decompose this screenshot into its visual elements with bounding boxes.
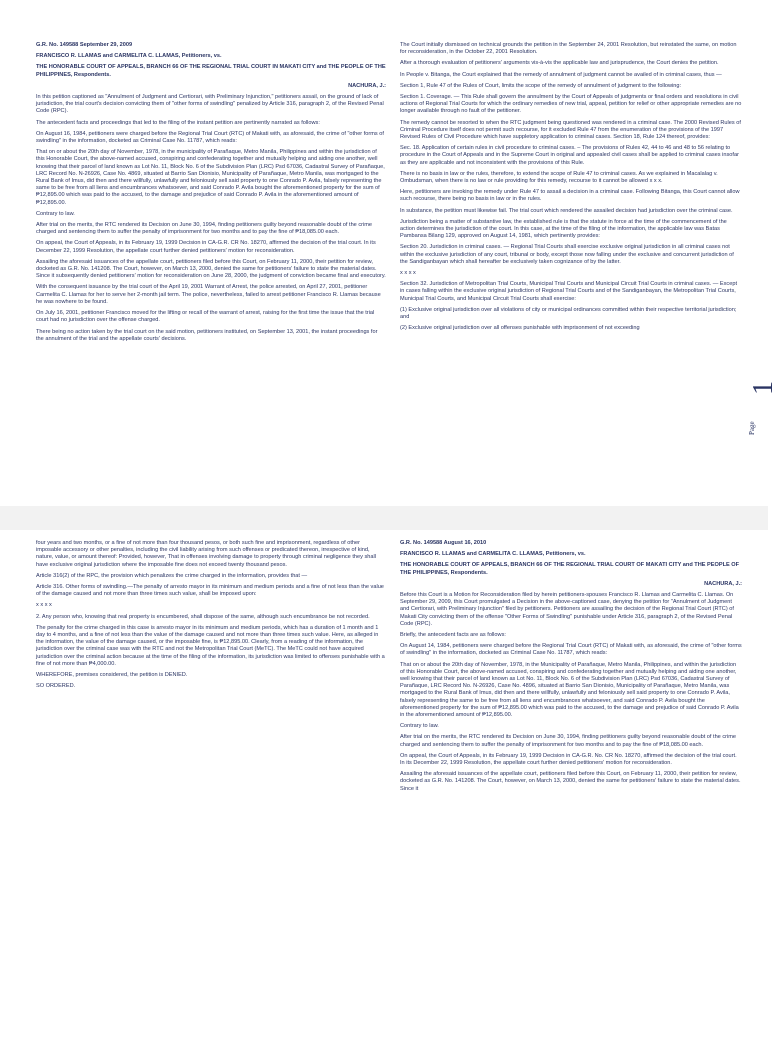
paragraph: x x x x (36, 602, 52, 609)
paragraph: In substance, the petition must likewise fail. The trial court which rendered the assailed decision had jurisdiction over the criminal case. (400, 207, 733, 214)
paragraph: There being no action taken by the trial court on the said motion, petitioners instituted, on September 13, 2001, the instant proceedings for the annulment of the trial and the appellate courts' decisions. (36, 328, 378, 342)
paragraph: With the consequent issuance by the trial court of the April 19, 2001 Warrant of Arrest, the police arrested, on April 27, 2001, petitioner Carmelita C. Llamas for her to serve her 2-month jail term. The police, nevertheless, failed to arrest petitioner Francisco R. Llamas because he was nowhere to be found. (36, 284, 381, 305)
paragraph: Here, petitioners are invoking the remedy under Rule 47 to assail a decision in a criminal case. Following Bitanga, this Court cannot allow such recourse, there being no basis in law or in the rules. (400, 189, 740, 203)
paragraph: Section 1, Rule 47 of the Rules of Court, limits the scope of the remedy of annulment of judgment to the following: (400, 82, 682, 89)
page-number: 1 (748, 381, 779, 395)
parties-petitioners: FRANCISCO R. LLAMAS and CARMELITA C. LLAMAS, Petitioners, vs. (400, 551, 586, 558)
paragraph: Sec. 18. Application of certain rules in civil procedure to criminal cases. – The provisions of Rules 42, 44 to 46 and 48 to 56 relating to procedure in the Court of Appeals and in the Supreme Court in original and appealed civil cases shall be applied to criminal cases insofar as they are applicable and not inconsistent with the provisions of this Rule. (400, 145, 739, 166)
paragraph: Section 1. Coverage. — This Rule shall govern the annulment by the Court of Appeals of judgments or final orders and resolutions in civil actions of Regional Trial Courts for which the ordinary remedies of new trial, appeal, petition for relief or other appropriate remedies are no longer available through no fault of the petitioner. (400, 94, 742, 115)
paragraph: Assailing the aforesaid issuances of the appellate court, petitioners filed before this Court, on February 11, 2000, their petition for review, docketed as G.R. No. 141208. The Court, however, on March 13, 2000, denied the same for petitioners' failure to state the material dates. Since it subsequently denied petitioners' motion for reconsideration on June 28, 2000, the judgment of conviction became final and executory. (36, 258, 386, 280)
case-header: G.R. No. 149588 August 16, 2010 (400, 540, 487, 546)
paragraph: On appeal, the Court of Appeals, in its February 19, 1999 Decision in CA-G.R. No. CR No. 18270, affirmed the decision of the trial court. In its December 22, 1999 Resolution, the appellate court further denied petitioners' motion for reconsideration. (400, 752, 737, 767)
parties-respondents: THE HONORABLE COURT OF APPEALS, BRANCH 66 OF THE REGIONAL TRIAL COURT IN MAKATI CITY and THE PEOPLE OF THE PHILIPPINES, Respondents. (36, 64, 386, 78)
paragraph: Contrary to law. (400, 723, 439, 730)
parties-petitioners: FRANCISCO R. LLAMAS and CARMELITA C. LLAMAS, Petitioners, vs. (36, 53, 222, 60)
paragraph: On July 16, 2001, petitioner Francisco moved for the lifting or recall of the warrant of arrest, raising for the first time the issue that the trial court had no jurisdiction over the offense charged. (36, 310, 375, 324)
paragraph: That on or about the 20th day of November, 1978, in the municipality of Parañaque, Metro Manila, Philippines and within the jurisdiction of this Honorable Court, the above-named accused, conspiring and confederating together and mutually helping and aiding one another, well knowing that their parcel of land known as Lot No. 11, Block No. 6 of the Subdivision Plan (LRC) Psd 67036, Cadastral Survey of Parañaque, LRC Record No. N-26926, Case No. 4869, situated at Barrio San Dionisio, Municipality of Parañaque, Metro Manila, was mortgaged to the Rural Bank of Imus, did then and there willfully, unlawfully and feloniously sell said property to one Conrado P. Avila, falsely representing the same to be free from all liens and encumbrances whatsoever, and said Conrado P. Avila bought the aforementioned property for the sum of ₱12,895.00 which was paid to the accused, to the damage and prejudice of said Conrado P. Avila in the aforementioned amount of ₱12,895.00. (36, 149, 385, 206)
paragraph: The antecedent facts and proceedings that led to the filing of the instant petition are pertinently narrated as follows: (36, 119, 320, 126)
paragraph: After trial on the merits, the RTC rendered its Decision on June 30, 1994, finding petitioners guilty beyond reasonable doubt of the crime charged and sentencing them to suffer the penalty of imprisonment for two months and to pay the fine of ₱18,085.00 each. (36, 222, 373, 236)
paragraph: Jurisdiction being a matter of substantive law, the established rule is that the statute in force at the time of the commencement of the action determines the jurisdiction of the court. In this case, at the time of the filing of the information, the applicable law was Batas Pambansa Bilang 129, approved on August 14, 1981, which pertinently provides: (400, 218, 727, 240)
page1-left-column (36, 42, 386, 347)
paragraph: Section 32. Jurisdiction of Metropolitan Trial Courts, Municipal Trial Courts and Municipal Circuit Trial Courts in criminal cases. — Except in cases falling within the exclusive original jurisdiction of Regional Trial Courts and of the Sandiganbayan, the Metropolitan Trial Courts, Municipal Trial Courts, and Municipal Circuit Trial Courts shall exercise: (400, 281, 737, 302)
paragraph: Article 316. Other forms of swindling.—The penalty of arresto mayor in its minimum and medium periods and a fine of not less than the value of the damage caused and not more than three times such value, shall be imposed upon: (36, 584, 384, 598)
paragraph: SO ORDERED. (36, 683, 76, 690)
ponente: NACHURA, J.: (704, 580, 742, 587)
paragraph: The penalty for the crime charged in this case is arresto mayor in its minimum and medium periods, which has a duration of 1 month and 1 day to 4 months, and a fine of not less than the value of the damage caused and not more than three times such value. Here, as alleged in the information, the value of the damage caused, or the imposable fine, is ₱12,895.00. Clearly, from a reading of the information, the jurisdiction over the criminal case was with the RTC and not the Metropolitan Trial Court (MeTC). The MeTC could not have acquired jurisdiction over the criminal action because at the time of the filing of the information, its jurisdiction was limited to offenses punishable with a fine of not more than ₱4,000.00. (36, 624, 385, 667)
paragraph: In this petition captioned as "Annulment of Judgment and Certiorari, with Preliminary Injunction," petitioners assail, on the ground of lack of jurisdiction, the trial court's decision convicting them of "other forms of swindling" penalized by Article 316, paragraph 2, of the Revised Penal Code (RPC). (36, 94, 384, 115)
page1-left-paragraphs (36, 94, 386, 343)
paragraph: 2. Any person who, knowing that real property is encumbered, shall dispose of the same, although such encumbrance be not recorded. (36, 613, 370, 620)
page2-left-paragraphs (36, 540, 386, 690)
case-header: G.R. No. 149588 September 29, 2009 (36, 42, 133, 48)
paragraph: Briefly, the antecedent facts are as follows: (400, 632, 506, 639)
paragraph: (2) Exclusive original jurisdiction over all offenses punishable with imprisonment of not exceeding (400, 325, 640, 332)
paragraph: On August 14, 1984, petitioners were charged before the Regional Trial Court (RTC) of Makati with, as aforesaid, the crime of "other forms of swindling" in the information, docketed as Criminal Case No. 11787, which reads: (400, 643, 742, 657)
paragraph: On appeal, the Court of Appeals, in its February 19, 1999 Decision in CA-G.R. CR No. 18270, affirmed the decision of the trial court. In its December 22, 1999 Resolution, the appellate court further denied petitioners' motion for reconsideration. (36, 240, 376, 254)
paragraph: In People v. Bitanga, the Court explained that the remedy of annulment of judgment cannot be availed of in criminal cases, thus — (400, 71, 722, 78)
paragraph: Article 316(2) of the RPC, the provision which penalizes the crime charged in the information, provides that — (36, 572, 308, 579)
page2-right-paragraphs (400, 592, 742, 793)
paragraph: That on or about the 20th day of November, 1978, in the Municipality of Parañaque, Metro Manila, Philippines, and within the jurisdiction of this Honorable Court, the above-named accused, conspiring and confederating together and mutually helping and aiding one another, well knowing that their parcel of land known as Lot No. 11, Block No. 6 of the Subdivision Plan (LRC) Psd 67036, Cadastral Survey of Parañaque, LRC Record No. N-26926, Case No. 4896, situated at Barrio San Dionisio, Municipality of Parañaque, Metro Manila, was mortgaged to the Rural Bank of Imus, did then and there willfully, unlawfully and feloniously sell said property to one Conrado P. Avila, falsely representing the same to be free from all liens and encumbrances whatsoever, and said Conrado P. Avila bought the aforementioned property for the sum of ₱12,895.00 which was paid to the accused, to the damage and prejudice of said Conrado P. Avila in the aforementioned amount of ₱12,895.00. (400, 661, 739, 719)
paragraph: four years and two months, or a fine of not more than four thousand pesos, or both such fine and imprisonment, regardless of other imposable accessory or other penalties, including the civil liability arising from such offenses or predicated thereon, irrespective of kind, nature, value, or amount thereof: Provided, however, That in offenses involving damage to property through criminal negligence they shall have exclusive original jurisdiction where the imposable fine does not exceed twenty thousand pesos. (36, 540, 376, 568)
paragraph: On August 16, 1984, petitioners were charged before the Regional Trial Court (RTC) of Makati with, as aforesaid, the crime of "other forms of swindling" in the information, docketed as Criminal Case No. 11787, which reads: (36, 130, 384, 145)
page1-right-column (400, 42, 742, 337)
page2-right-column (400, 540, 742, 797)
page1-right-paragraphs (400, 42, 742, 333)
paragraph: There is no basis in law or the rules, therefore, to extend the scope of Rule 47 to criminal cases. As we explained in Macalalag v. Ombudsman, when there is no law or rule providing for this remedy, recourse to it cannot be allowed x x x. (400, 170, 718, 185)
paragraph: Assailing the aforesaid issuances of the appellate court, petitioners filed before this Court, on February 11, 2000, their petition for review, docketed as G.R. No. 141208. The Court, however, on March 13, 2000, denied the same for petitioners' failure to state the material dates. Since it (400, 771, 741, 792)
paragraph: x x x x (400, 270, 416, 277)
paragraph: After a thorough evaluation of petitioners' arguments vis-à-vis the applicable law and jurisprudence, the Court denies the petition. (400, 60, 719, 67)
ponente: NACHURA, J.: (348, 82, 386, 89)
page2-left-column (36, 540, 386, 694)
paragraph: (1) Exclusive original jurisdiction over all violations of city or municipal ordinances committed within their respective territorial jurisdiction; and (400, 306, 737, 321)
paragraph: Section 20. Jurisdiction in criminal cases. — Regional Trial Courts shall exercise exclusive original jurisdiction in all criminal cases not within the exclusive jurisdiction of any court, tribunal or body, except those now falling under the exclusive and concurrent jurisdiction of the Sandiganbayan which shall hereafter be exclusively taken cognizance of by the latter. (400, 244, 734, 265)
paragraph: Contrary to law. (36, 210, 75, 217)
document-page-2 (0, 506, 768, 1048)
paragraph: After trial on the merits, the RTC rendered its Decision on June 30, 1994, finding petitioners guilty beyond reasonable doubt of the crime charged and sentencing them to suffer the penalty of imprisonment for two months and to pay the fine of ₱18,085.00 each. (400, 734, 737, 748)
paragraph: WHEREFORE, premises considered, the petition is DENIED. (36, 672, 188, 679)
paragraph: Before this Court is a Motion for Reconsideration filed by herein petitioners-spouses Francisco R. Llamas and Carmelita C. Llamas. On September 29, 2009, this Court promulgated a Decision in the above-captioned case, denying the petition for "Annulment of Judgment and Certiorari, with Preliminary Injunction" filed by petitioners. Petitioners are assailing the decision of the Regional Trial Court (RTC) of Makati City convicting them of the offense "Other Forms of Swindling" punishable under Article 316, paragraph 2, of the Revised Penal Code (RPC). (400, 592, 734, 627)
paragraph: The remedy cannot be resorted to when the RTC judgment being questioned was rendered in a criminal case. The 2000 Revised Rules of Criminal Procedure itself does not permit such recourse, for it excluded Rule 47 from the enumeration of the provisions of the 1997 Revised Rules of Civil Procedure which have suppletory application to criminal cases. Section 18, Rule 124 thereof, provides: (400, 119, 741, 141)
paragraph: The Court initially dismissed on technical grounds the petition in the September 24, 2001 Resolution, but reinstated the same, on motion for reconsideration, in the October 22, 2001 Resolution. (400, 42, 737, 56)
document-page-1 (0, 0, 779, 506)
page-label: Page (748, 421, 756, 435)
parties-respondents: THE HONORABLE COURT OF APPEALS, BRANCH 66 OF THE REGIONAL TRIAL COURT OF MAKATI CITY and THE PEOPLE OF THE PHILIPPINES, Respondents. (400, 562, 740, 576)
